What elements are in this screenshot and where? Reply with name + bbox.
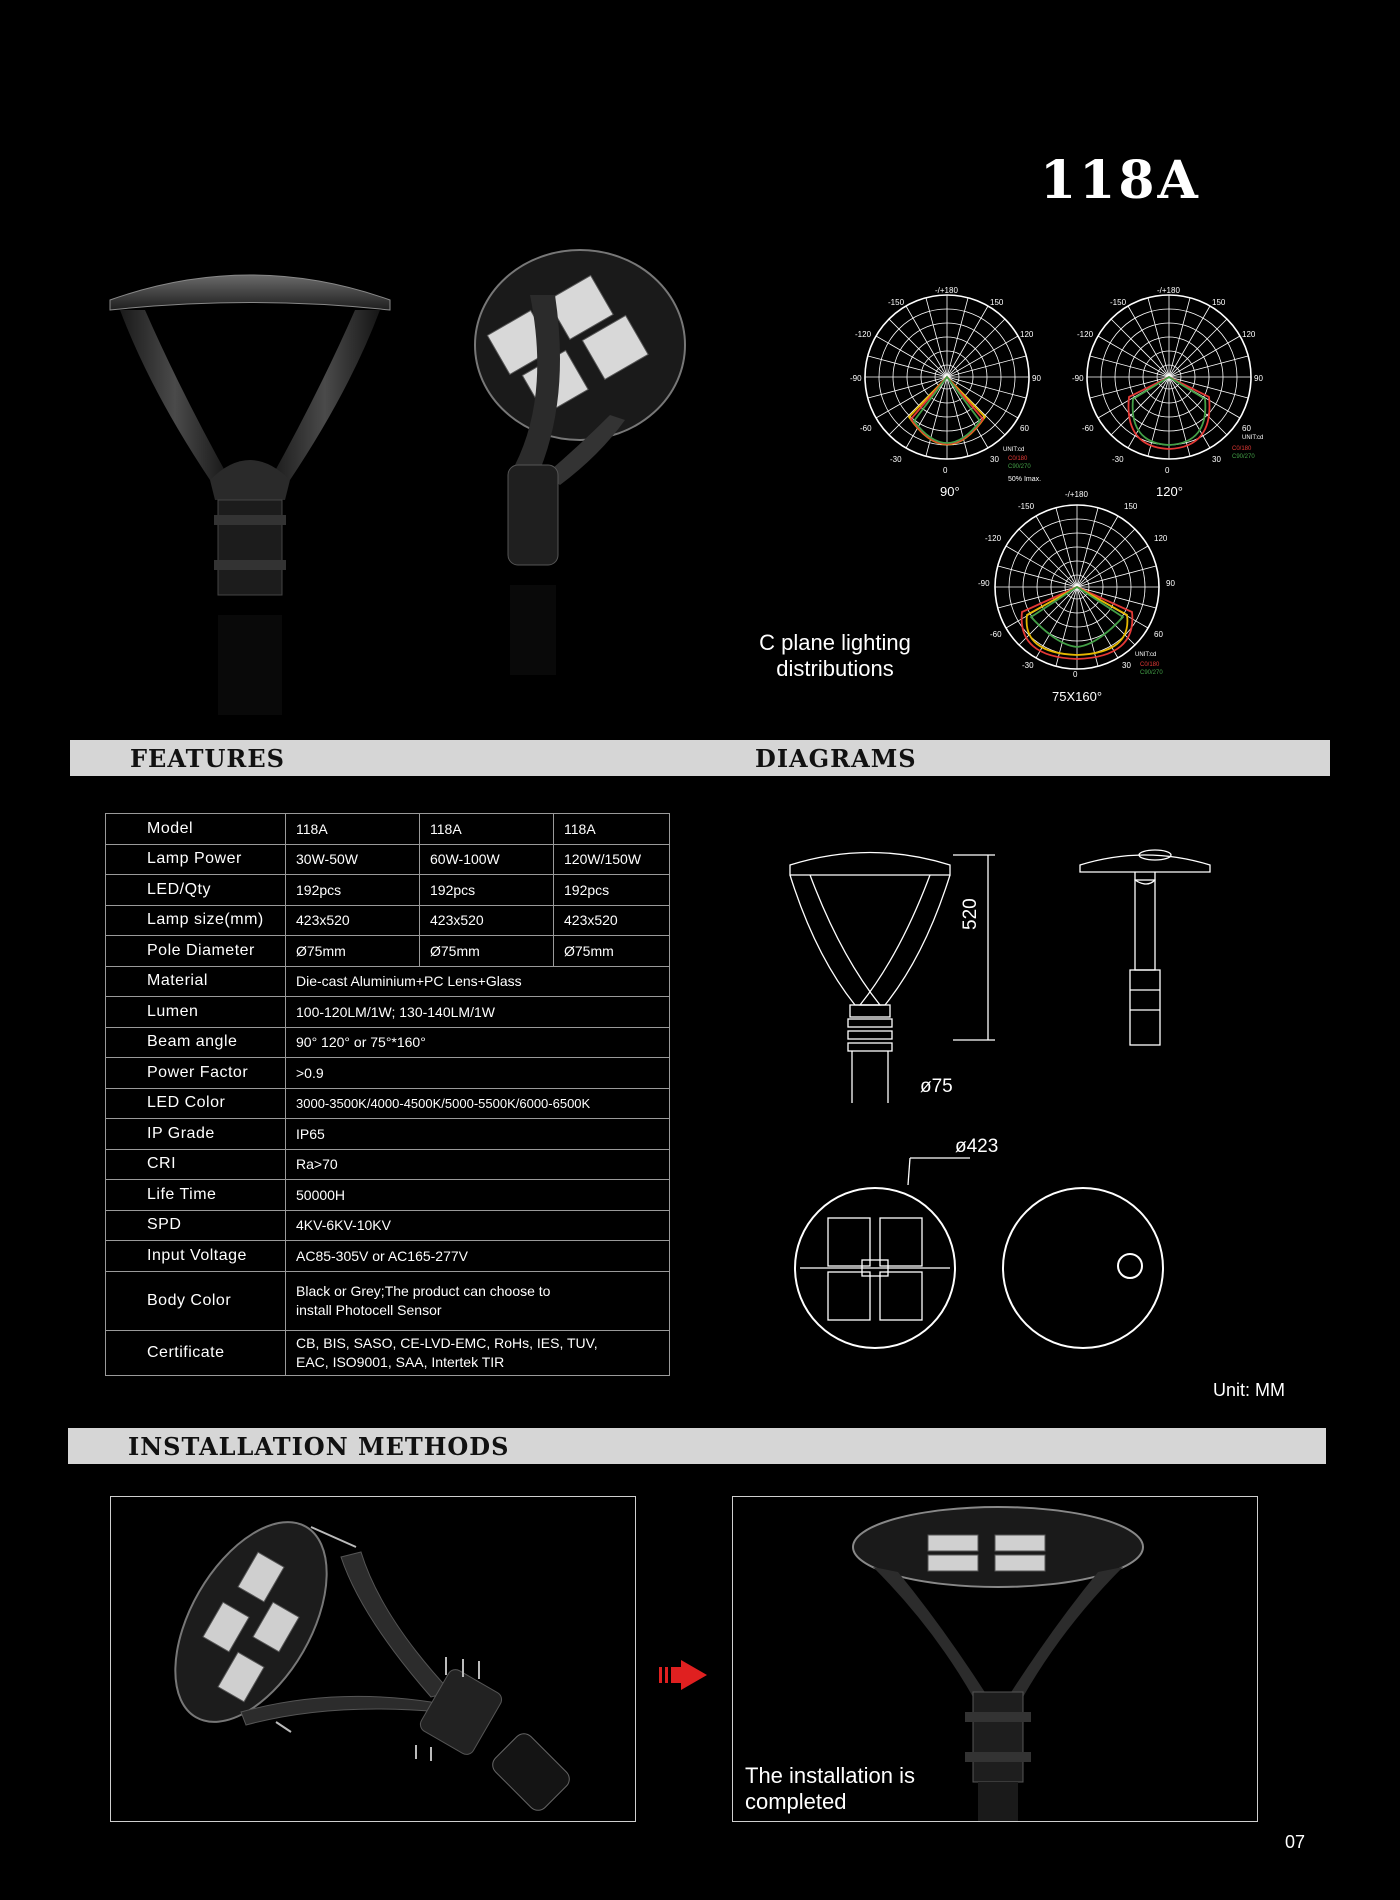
polar-label: 120 bbox=[1242, 330, 1256, 339]
table-row bbox=[106, 1027, 670, 1058]
spec-value: 30W-50W bbox=[286, 844, 420, 875]
polar-label: 60 bbox=[1242, 424, 1251, 433]
spec-value: 423x520 bbox=[286, 905, 420, 936]
installation-bar bbox=[68, 1428, 1326, 1464]
polar-label: 0 bbox=[1073, 670, 1078, 679]
spec-table bbox=[105, 813, 670, 1376]
spec-label: Pole Diameter bbox=[106, 936, 286, 967]
polar-chart-label: 90° bbox=[940, 484, 960, 499]
spec-value: 118A bbox=[286, 814, 420, 845]
table-row bbox=[106, 814, 670, 845]
spec-value-line: CB, BIS, SASO, CE-LVD-EMC, RoHs, IES, TUV, bbox=[296, 1334, 598, 1351]
table-row bbox=[106, 844, 670, 875]
polar-label: -120 bbox=[855, 330, 872, 339]
polar-imax-note: 50% Imax. bbox=[1008, 476, 1042, 483]
installation-completed-line1: The installation is bbox=[745, 1763, 915, 1788]
spec-value: AC85-305V or AC165-277V bbox=[286, 1241, 670, 1272]
spec-value: 423x520 bbox=[420, 905, 554, 936]
height-dimension-text: 520 bbox=[960, 898, 981, 930]
table-row bbox=[106, 1241, 670, 1272]
polar-label: -90 bbox=[850, 374, 862, 383]
polar-top-label: -/+180 bbox=[935, 286, 958, 295]
polar-label: -150 bbox=[888, 298, 905, 307]
polar-legend-c90: C90/270 bbox=[1140, 670, 1163, 676]
table-row bbox=[106, 1271, 670, 1330]
pole-dimension: ø75 bbox=[920, 1076, 953, 1097]
polar-label: 120 bbox=[1020, 330, 1034, 339]
spec-value: IP65 bbox=[286, 1119, 670, 1150]
installation-heading: INSTALLATION METHODS bbox=[128, 1432, 510, 1461]
spec-value-line: EAC, ISO9001, SAA, Intertek TIR bbox=[296, 1353, 505, 1370]
spec-value: 118A bbox=[554, 814, 670, 845]
product-photo-front bbox=[90, 240, 410, 720]
polar-caption bbox=[745, 630, 925, 682]
table-row bbox=[106, 1180, 670, 1211]
polar-label: 0 bbox=[1165, 466, 1170, 475]
spec-value: >0.9 bbox=[286, 1058, 670, 1089]
spec-value bbox=[286, 1330, 670, 1375]
spec-value: 423x520 bbox=[554, 905, 670, 936]
installation-step-1-frame bbox=[110, 1496, 636, 1822]
model-title: 118A bbox=[1040, 150, 1201, 211]
spec-value: 118A bbox=[420, 814, 554, 845]
spec-label: Lumen bbox=[106, 997, 286, 1028]
spec-label: Lamp Power bbox=[106, 844, 286, 875]
polar-legend-c0: C0/180 bbox=[1232, 446, 1252, 452]
exploded-view-illustration bbox=[111, 1497, 635, 1821]
polar-label: 30 bbox=[990, 455, 999, 464]
spec-value bbox=[286, 1271, 670, 1330]
diagrams-heading: DIAGRAMS bbox=[755, 744, 917, 773]
spec-value: Ra>70 bbox=[286, 1149, 670, 1180]
spec-value: 192pcs bbox=[420, 875, 554, 906]
polar-unit: UNIT:cd bbox=[1135, 652, 1157, 658]
polar-label: -150 bbox=[1018, 502, 1035, 511]
table-row bbox=[106, 905, 670, 936]
polar-legend-c0: C0/180 bbox=[1008, 456, 1028, 462]
polar-caption-line1: C plane lighting bbox=[759, 630, 911, 655]
polar-label: -60 bbox=[860, 424, 872, 433]
polar-label: -60 bbox=[990, 630, 1002, 639]
diameter-dimension: ø423 bbox=[955, 1136, 999, 1157]
polar-unit: UNIT:cd bbox=[1242, 435, 1264, 441]
spec-label: Body Color bbox=[106, 1271, 286, 1330]
polar-label: -30 bbox=[890, 455, 902, 464]
spec-label: Power Factor bbox=[106, 1058, 286, 1089]
table-row bbox=[106, 1149, 670, 1180]
spec-value-line: install Photocell Sensor bbox=[296, 1301, 442, 1318]
polar-chart-label: 120° bbox=[1156, 484, 1183, 499]
table-row bbox=[106, 1119, 670, 1150]
polar-label: -90 bbox=[1072, 374, 1084, 383]
polar-label: -120 bbox=[985, 534, 1002, 543]
polar-label: 150 bbox=[990, 298, 1004, 307]
table-row bbox=[106, 875, 670, 906]
spec-label: Lamp size(mm) bbox=[106, 905, 286, 936]
spec-label: Material bbox=[106, 966, 286, 997]
table-row bbox=[106, 936, 670, 967]
polar-label: 60 bbox=[1154, 630, 1163, 639]
spec-value: 4KV-6KV-10KV bbox=[286, 1210, 670, 1241]
polar-chart-90 bbox=[855, 285, 1040, 485]
polar-label: 90 bbox=[1254, 374, 1263, 383]
installation-completed-caption bbox=[745, 1763, 915, 1815]
polar-legend-c0: C0/180 bbox=[1140, 662, 1160, 668]
diagram-unit: Unit: MM bbox=[1213, 1380, 1285, 1400]
spec-value-line: Black or Grey;The product can choose to bbox=[296, 1282, 551, 1299]
spec-value: Ø75mm bbox=[286, 936, 420, 967]
polar-legend-c90: C90/270 bbox=[1008, 464, 1031, 470]
polar-label: -60 bbox=[1082, 424, 1094, 433]
polar-label: -30 bbox=[1112, 455, 1124, 464]
polar-label: -30 bbox=[1022, 661, 1034, 670]
spec-value: 192pcs bbox=[554, 875, 670, 906]
installation-step-2-frame bbox=[732, 1496, 1258, 1822]
spec-value: 60W-100W bbox=[420, 844, 554, 875]
spec-value: 90° 120° or 75°*160° bbox=[286, 1027, 670, 1058]
spec-value: 192pcs bbox=[286, 875, 420, 906]
diagram-top-bottom-views bbox=[790, 1150, 1190, 1365]
polar-label: 90 bbox=[1032, 374, 1041, 383]
spec-value: 100-120LM/1W; 130-140LM/1W bbox=[286, 997, 670, 1028]
spec-value: Ø75mm bbox=[420, 936, 554, 967]
spec-label: Input Voltage bbox=[106, 1241, 286, 1272]
polar-label: -120 bbox=[1077, 330, 1094, 339]
spec-label: Model bbox=[106, 814, 286, 845]
spec-value: Ø75mm bbox=[554, 936, 670, 967]
polar-label: 30 bbox=[1212, 455, 1221, 464]
polar-top-label: -/+180 bbox=[1157, 286, 1180, 295]
spec-label: LED/Qty bbox=[106, 875, 286, 906]
spec-value: 50000H bbox=[286, 1180, 670, 1211]
spec-value: 3000-3500K/4000-4500K/5000-5500K/6000-6500K bbox=[286, 1088, 670, 1119]
polar-chart-label: 75X160° bbox=[1052, 689, 1103, 704]
table-row bbox=[106, 997, 670, 1028]
polar-unit: UNIT:cd bbox=[1003, 447, 1025, 453]
features-heading: FEATURES bbox=[130, 744, 285, 773]
polar-label: 90 bbox=[1166, 579, 1175, 588]
spec-label: Life Time bbox=[106, 1180, 286, 1211]
polar-caption-line2: distributions bbox=[776, 656, 894, 681]
polar-label: 0 bbox=[943, 466, 948, 475]
spec-value: Die-cast Aluminium+PC Lens+Glass bbox=[286, 966, 670, 997]
polar-label: 30 bbox=[1122, 661, 1131, 670]
polar-label: 60 bbox=[1020, 424, 1029, 433]
spec-label: Beam angle bbox=[106, 1027, 286, 1058]
spec-label: LED Color bbox=[106, 1088, 286, 1119]
arrow-right-icon bbox=[657, 1658, 709, 1692]
height-dimension bbox=[960, 898, 982, 930]
polar-legend-c90: C90/270 bbox=[1232, 454, 1255, 460]
spec-label: SPD bbox=[106, 1210, 286, 1241]
product-photo-angled bbox=[460, 245, 690, 720]
table-row bbox=[106, 1058, 670, 1089]
polar-top-label: -/+180 bbox=[1065, 490, 1088, 499]
polar-label: 150 bbox=[1124, 502, 1138, 511]
installation-completed-line2: completed bbox=[745, 1789, 847, 1814]
table-row bbox=[106, 966, 670, 997]
table-row bbox=[106, 1088, 670, 1119]
polar-label: 150 bbox=[1212, 298, 1226, 307]
table-row bbox=[106, 1330, 670, 1375]
polar-label: -90 bbox=[978, 579, 990, 588]
page-number: 07 bbox=[1284, 1832, 1305, 1852]
diagram-side-view bbox=[1075, 840, 1225, 1050]
spec-value: 120W/150W bbox=[554, 844, 670, 875]
polar-label: 120 bbox=[1154, 534, 1168, 543]
table-row bbox=[106, 1210, 670, 1241]
spec-label: IP Grade bbox=[106, 1119, 286, 1150]
diagram-front-view bbox=[770, 835, 1020, 1110]
polar-label: -150 bbox=[1110, 298, 1127, 307]
spec-label: Certificate bbox=[106, 1330, 286, 1375]
features-diagrams-bar bbox=[70, 740, 1330, 776]
spec-label: CRI bbox=[106, 1149, 286, 1180]
